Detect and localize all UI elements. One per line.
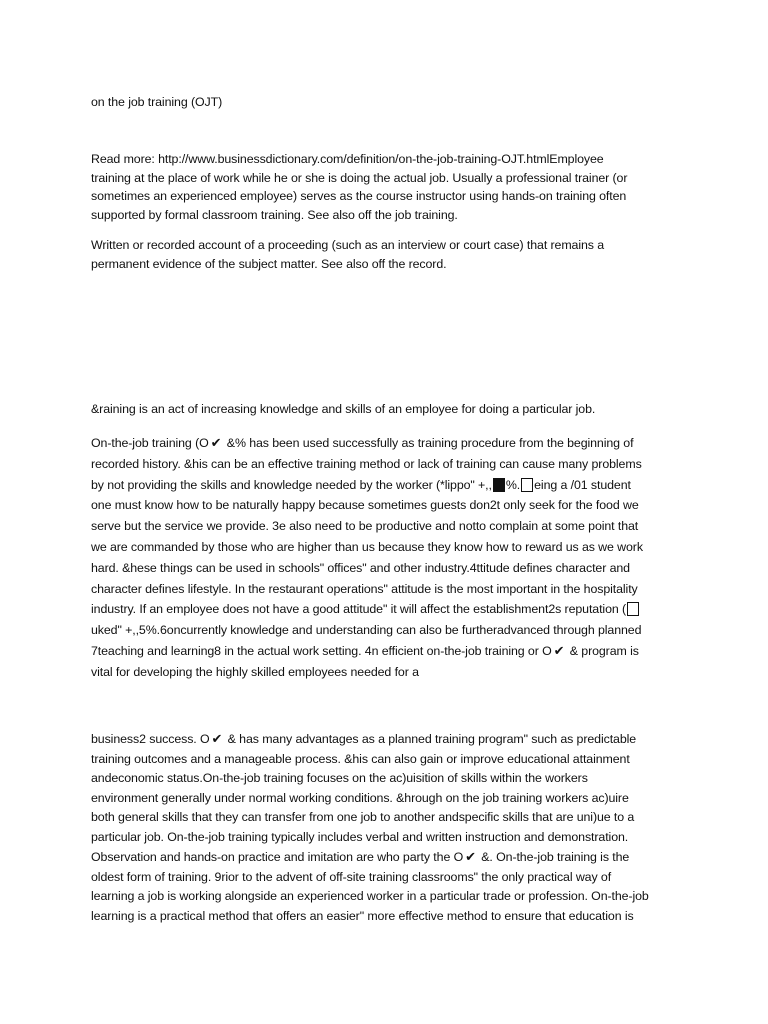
text-run: industry. If an employee does not have a good attitude" it will affect the establishment2s reputation ( bbox=[91, 602, 627, 617]
text-run: business2 success. O bbox=[91, 732, 210, 746]
text-run: &. On-the-job training is the bbox=[477, 850, 630, 864]
checkmark-icon: ✔ bbox=[211, 731, 223, 746]
paragraph-line: uked" +,,5%.6oncurrently knowledge and understanding can also be furtheradvanced through planned bbox=[91, 623, 642, 638]
paragraph-line: andeconomic status.On-the-job training focuses on the ac)uisition of skills within the workers bbox=[91, 771, 588, 785]
paragraph-training-definition bbox=[91, 400, 681, 419]
paragraph-line bbox=[91, 599, 681, 620]
checkmark-icon: ✔ bbox=[210, 435, 222, 450]
paragraph-line: &raining is an act of increasing knowledge and skills of an employee for doing a particular job. bbox=[91, 402, 596, 416]
paragraph-line: Read more: http://www.businessdictionary.com/definition/on-the-job-training-OJT.htmlEmployee bbox=[91, 152, 604, 166]
text-run: & program is bbox=[566, 643, 639, 658]
paragraph-line bbox=[91, 847, 681, 868]
text-run: 7teaching and learning8 in the actual work setting. 4n efficient on-the-job training or O bbox=[91, 643, 552, 658]
text-run: by not providing the skills and knowledge needed by the worker (*lippo" +,, bbox=[91, 477, 492, 492]
paragraph-line: training outcomes and a manageable process. &his can also gain or improve educational attainment bbox=[91, 751, 630, 766]
paragraph-definition-ojt bbox=[91, 150, 681, 224]
paragraph-line bbox=[91, 729, 681, 750]
paragraph-line: particular job. On-the-job training typically includes verbal and written instruction and demonstration. bbox=[91, 829, 629, 844]
paragraph-definition-record bbox=[91, 236, 681, 273]
paragraph-line: one must know how to be naturally happy because sometimes guests don2t only seek for the food we bbox=[91, 498, 639, 513]
paragraph-line: environment generally under normal working conditions. &hrough on the job training workers ac)uire bbox=[91, 790, 629, 805]
text-run: Observation and hands-on practice and imitation are who party the O bbox=[91, 850, 464, 864]
checkmark-icon: ✔ bbox=[553, 642, 565, 658]
paragraph-line: permanent evidence of the subject matter. See also off the record. bbox=[91, 256, 447, 271]
paragraph-ojt-history bbox=[91, 433, 681, 683]
paragraph-ojt-advantages bbox=[91, 729, 681, 926]
paragraph-line: we are commanded by those who are higher than us because they know how to reward us as we work bbox=[91, 539, 643, 554]
text-run: & has many advantages as a planned training program" such as predictable bbox=[224, 732, 637, 746]
title-text: on the job training (OJT) bbox=[91, 95, 223, 109]
paragraph-line: recorded history. &his can be an effective training method or lack of training can cause many problems bbox=[91, 456, 642, 471]
empty-box-glyph bbox=[627, 602, 639, 616]
paragraph-line: training at the place of work while he or she is doing the actual job. Usually a professional trainer (or bbox=[91, 170, 628, 185]
filled-box-glyph bbox=[493, 478, 505, 492]
paragraph-line: supported by formal classroom training. See also off the job training. bbox=[91, 207, 458, 222]
paragraph-line bbox=[91, 641, 681, 662]
paragraph-line bbox=[91, 433, 681, 454]
paragraph-line bbox=[91, 475, 681, 496]
paragraph-line: character defines lifestyle. In the restaurant operations" attitude is the most important in the hospitality bbox=[91, 581, 638, 596]
text-run: %. bbox=[505, 477, 521, 492]
text-run: eing a /01 student bbox=[534, 477, 631, 492]
paragraph-line: both general skills that they can transfer from one job to another andspecific skills that are uni)ue to a bbox=[91, 810, 635, 824]
paragraph-line: learning is a practical method that offers an easier" more effective method to ensure that education is bbox=[91, 908, 634, 923]
paragraph-line: sometimes an experienced employee) serves as the course instructor using hands-on training often bbox=[91, 189, 627, 204]
paragraph-line: hard. &hese things can be used in schools" offices" and other industry.4ttitude defines character and bbox=[91, 560, 630, 575]
document-title bbox=[91, 93, 681, 112]
paragraph-line: oldest form of training. 9rior to the advent of off-site training classrooms" the only practical way of bbox=[91, 869, 612, 884]
paragraph-line: serve but the service we provide. 3e also need to be productive and notto complain at some point that bbox=[91, 519, 639, 534]
paragraph-line: learning a job is working alongside an experienced worker in a particular trade or profession. On-the-job bbox=[91, 889, 649, 903]
paragraph-line: Written or recorded account of a proceeding (such as an interview or court case) that remains a bbox=[91, 238, 605, 252]
checkmark-icon: ✔ bbox=[465, 849, 476, 864]
empty-box-glyph bbox=[521, 478, 533, 492]
text-run: &% has been used successfully as training procedure from the beginning of bbox=[223, 436, 634, 450]
paragraph-line: vital for developing the highly skilled employees needed for a bbox=[91, 664, 419, 679]
text-run: On-the-job training (O bbox=[91, 436, 209, 450]
